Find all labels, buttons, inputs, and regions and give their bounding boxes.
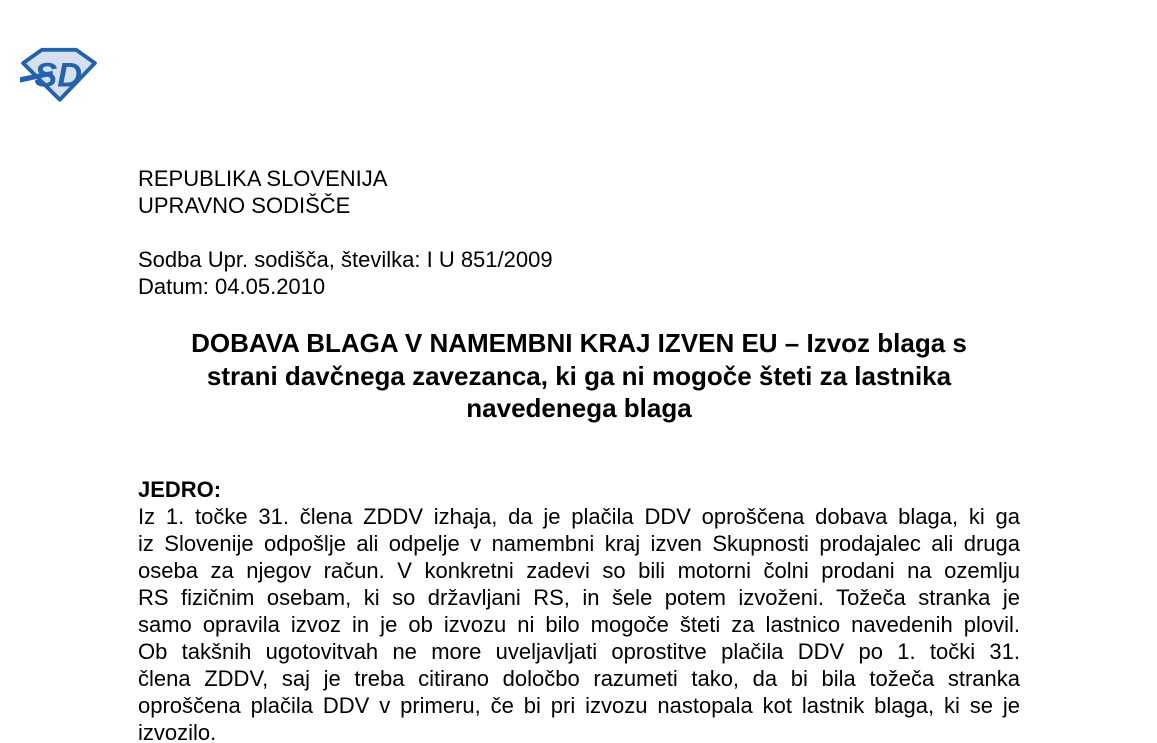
- jedro-text-line: samo opravila izvoz in je ob izvozu ni bilo mogoče šteti za lastnico navedenih plovil.: [138, 612, 1020, 637]
- jedro-heading: JEDRO:: [138, 477, 222, 502]
- jedro-section: [138, 476, 1020, 743]
- document-title-line: DOBAVA BLAGA V NAMEMBNI KRAJ IZVEN EU – Izvoz blaga s: [191, 328, 967, 358]
- sd-court-logo-icon: [20, 45, 98, 103]
- court-name: UPRAVNO SODIŠČE: [138, 193, 351, 218]
- jedro-text-line: oseba za njegov račun. V konkretni zadevi so bili motorni čolni prodani na ozemlju: [138, 558, 1020, 583]
- document-title-line: navedenega blaga: [466, 393, 692, 423]
- jedro-text-line: Ob takšnih ugotovitvah ne more uveljavljati oprostitve plačila DDV po 1. točki 31.: [138, 639, 1020, 664]
- document-title-line: strani davčnega zavezanca, ki ga ni mogoče šteti za lastnika: [206, 360, 952, 391]
- case-reference-block: [138, 246, 553, 300]
- jedro-text-line: Iz 1. točke 31. člena ZDDV izhaja, da je plačila DDV oproščena dobava blaga, ki ga: [138, 504, 1020, 529]
- court-header: [138, 165, 387, 219]
- jedro-text-line: oproščena plačila DDV v primeru, če bi pri izvozu nastopala kot lastnik blaga, ki se je: [138, 693, 1020, 718]
- jedro-text-line: izvozilo.: [138, 720, 217, 743]
- logo-letters: SD: [34, 56, 83, 95]
- jedro-text-line: člena ZDDV, saj je treba citirano določbo razumeti tako, da bi bila tožeča stranka: [138, 666, 1020, 691]
- document-title: [138, 327, 1020, 425]
- jedro-text-line: RS fizičnim osebam, ki so državljani RS, in šele potem izvoženi. Tožeča stranka je: [138, 585, 1020, 610]
- jedro-text-line: iz Slovenije odpošlje ali odpelje v namembni kraj izven Skupnosti prodajalec ali druga: [138, 531, 1020, 556]
- case-date-line: Datum: 04.05.2010: [138, 274, 326, 299]
- case-number-line: Sodba Upr. sodišča, številka: I U 851/2009: [138, 247, 553, 272]
- republic-name: REPUBLIKA SLOVENIJA: [138, 166, 388, 191]
